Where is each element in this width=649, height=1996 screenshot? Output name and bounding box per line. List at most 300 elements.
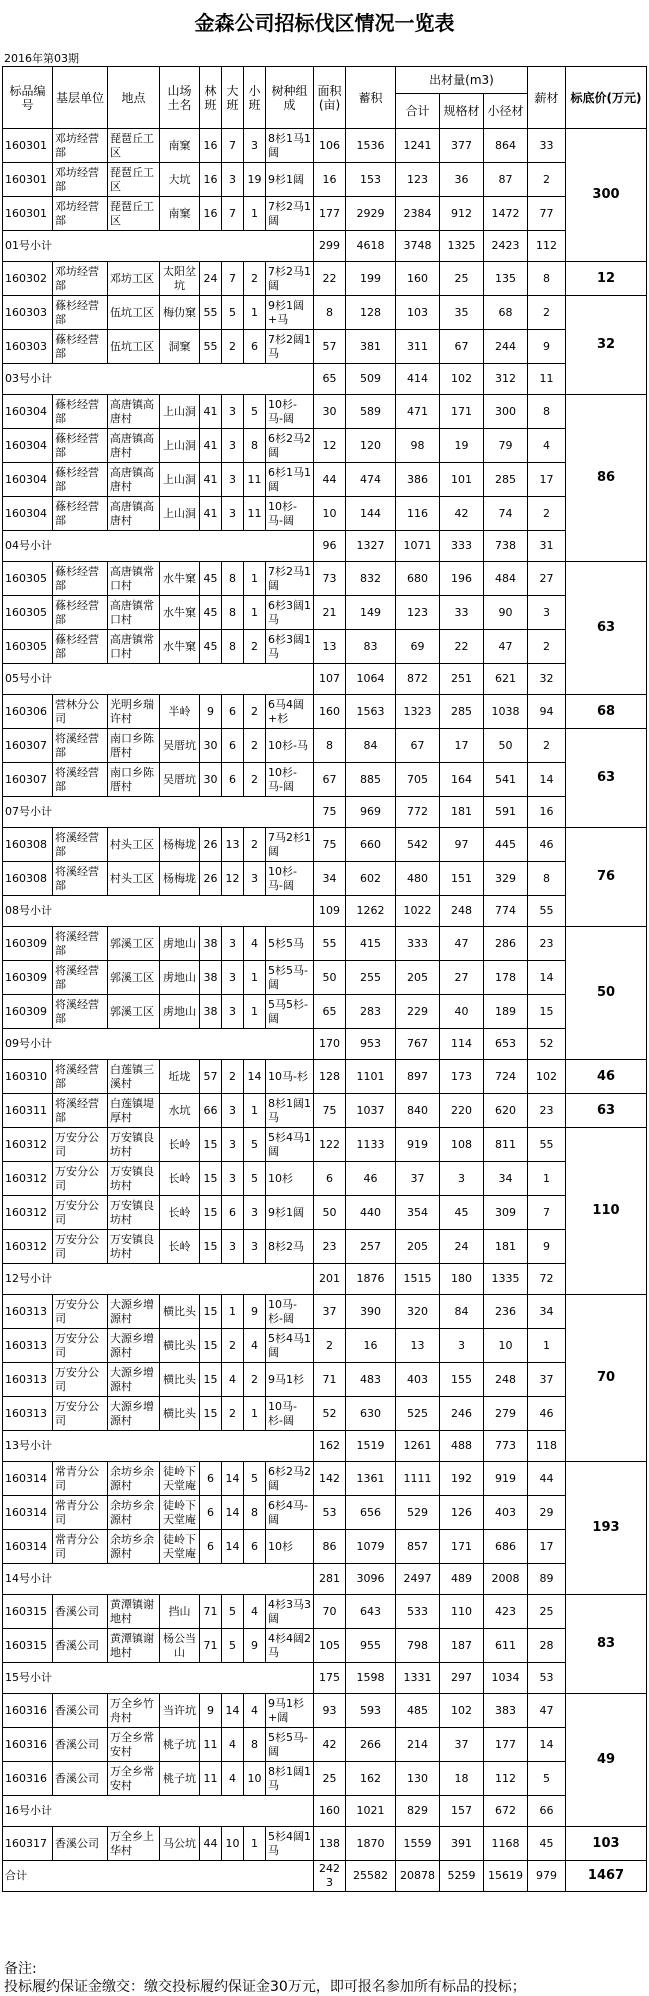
table-row — [3, 596, 647, 630]
cell: 55 — [528, 896, 566, 927]
reserve-price-cell: 68 — [566, 695, 647, 729]
cell: 65 — [314, 364, 346, 395]
subtotal-row — [3, 896, 647, 927]
cell: 虏地山 — [160, 995, 200, 1029]
cell: 14 — [222, 1462, 244, 1496]
cell: 919 — [484, 1462, 528, 1496]
cell: 13 — [314, 630, 346, 664]
cell: 96 — [314, 531, 346, 562]
cell: 10 — [244, 1762, 266, 1796]
col-header-fire: 薪材 — [528, 67, 566, 129]
cell: 香溪公司 — [53, 1694, 108, 1728]
cell: 琵琶丘工区 — [108, 163, 160, 197]
cell: 01号小计 — [3, 231, 314, 262]
cell: 3 — [222, 961, 244, 995]
subtotal-row — [3, 364, 647, 395]
cell: 798 — [396, 1629, 440, 1663]
cell: 68 — [484, 296, 528, 330]
cell: 160305 — [3, 630, 53, 664]
cell: 214 — [396, 1728, 440, 1762]
subtotal-row — [3, 1861, 647, 1892]
cell: 1262 — [346, 896, 396, 927]
cell: 162 — [346, 1762, 396, 1796]
cell: 840 — [396, 1094, 440, 1128]
col-header-total: 合计 — [396, 94, 440, 129]
cell: 126 — [440, 1496, 484, 1530]
cell: 297 — [440, 1663, 484, 1694]
cell: 27 — [528, 562, 566, 596]
cell: 160312 — [3, 1128, 53, 1162]
reserve-price-cell: 63 — [566, 1094, 647, 1128]
cell: 高唐镇常口村 — [108, 596, 160, 630]
cell: 20878 — [396, 1861, 440, 1892]
cell: 2497 — [396, 1564, 440, 1595]
notes — [4, 1960, 526, 1996]
cell: 5杉4马1阔 — [266, 1128, 314, 1162]
table-row — [3, 862, 647, 896]
cell: 10杉 — [266, 1530, 314, 1564]
cell: 6 — [200, 1462, 222, 1496]
reserve-price-cell: 86 — [566, 395, 647, 562]
table-row — [3, 330, 647, 364]
table-row — [3, 763, 647, 797]
cell: 白莲镇三溪村 — [108, 1060, 160, 1094]
cell: 8 — [314, 729, 346, 763]
cell: 118 — [528, 1431, 566, 1462]
cell: 90 — [484, 596, 528, 630]
cell: 108 — [440, 1128, 484, 1162]
cell: 123 — [396, 163, 440, 197]
cell: 高唐镇常口村 — [108, 630, 160, 664]
cell: 1325 — [440, 231, 484, 262]
cell: 万安分公司 — [53, 1329, 108, 1363]
cell: 13 — [222, 828, 244, 862]
cell: 160314 — [3, 1462, 53, 1496]
cell: 160307 — [3, 763, 53, 797]
cell: 969 — [346, 797, 396, 828]
table-row — [3, 630, 647, 664]
cell: 42 — [314, 1728, 346, 1762]
cell: 98 — [396, 429, 440, 463]
subtotal-row — [3, 664, 647, 695]
cell: 4 — [528, 429, 566, 463]
cell: 3 — [244, 129, 266, 163]
cell: 160301 — [3, 129, 53, 163]
cell: 洞窠 — [160, 330, 200, 364]
cell: 390 — [346, 1295, 396, 1329]
cell: 5杉5马 — [266, 927, 314, 961]
subtotal-row — [3, 1796, 647, 1827]
cell: 3096 — [346, 1564, 396, 1595]
cell: 3 — [222, 429, 244, 463]
cell: 483 — [346, 1363, 396, 1397]
cell: 34 — [484, 1162, 528, 1196]
cell: 192 — [440, 1462, 484, 1496]
cell: 19 — [440, 429, 484, 463]
cell: 181 — [440, 797, 484, 828]
table-row — [3, 296, 647, 330]
cell: 虏地山 — [160, 961, 200, 995]
cell: 光明乡瑞许村 — [108, 695, 160, 729]
cell: 160309 — [3, 995, 53, 1029]
notes-label: 备注: — [4, 1961, 37, 1977]
cell: 24 — [440, 1230, 484, 1264]
cell: 7 — [222, 262, 244, 296]
cell: 郭溪工区 — [108, 927, 160, 961]
cell: 将溪经营部 — [53, 1060, 108, 1094]
table-row — [3, 695, 647, 729]
cell: 6 — [244, 1530, 266, 1564]
cell: 吴厝坑 — [160, 729, 200, 763]
cell: 11 — [244, 463, 266, 497]
cell: 郭溪工区 — [108, 961, 160, 995]
col-header-place: 地点 — [108, 67, 160, 129]
cell: 3 — [244, 1230, 266, 1264]
cell: 120 — [346, 429, 396, 463]
cell: 1 — [244, 1397, 266, 1431]
cell: 281 — [314, 1564, 346, 1595]
subtotal-row — [3, 1264, 647, 1295]
cell: 5杉5马-阔 — [266, 1728, 314, 1762]
cell: 6 — [200, 1496, 222, 1530]
cell: 205 — [396, 961, 440, 995]
cell: 107 — [314, 664, 346, 695]
cell: 386 — [396, 463, 440, 497]
cell: 705 — [396, 763, 440, 797]
cell: 22 — [440, 630, 484, 664]
cell: 将溪经营部 — [53, 729, 108, 763]
cell: 130 — [396, 1762, 440, 1796]
cell: 160316 — [3, 1694, 53, 1728]
cell: 1331 — [396, 1663, 440, 1694]
cell: 3 — [440, 1162, 484, 1196]
table-row — [3, 463, 647, 497]
cell: 73 — [314, 562, 346, 596]
cell: 102 — [528, 1060, 566, 1094]
cell: 将溪经营部 — [53, 995, 108, 1029]
cell: 773 — [484, 1431, 528, 1462]
cell: 354 — [396, 1196, 440, 1230]
cell: 37 — [314, 1295, 346, 1329]
cell: 高唐镇高唐村 — [108, 395, 160, 429]
cell: 香溪公司 — [53, 1629, 108, 1663]
cell: 邓坊经营部 — [53, 163, 108, 197]
page-title: 金森公司招标伐区情况一览表 — [194, 11, 455, 35]
cell: 160313 — [3, 1363, 53, 1397]
cell: 660 — [346, 828, 396, 862]
cell: 长岭 — [160, 1162, 200, 1196]
cell: 15 — [200, 1196, 222, 1230]
cell: 484 — [484, 562, 528, 596]
reserve-price-cell: 49 — [566, 1694, 647, 1827]
cell: 6 — [244, 330, 266, 364]
cell: 万安分公司 — [53, 1230, 108, 1264]
cell: 营林分公司 — [53, 695, 108, 729]
cell: 6杉4马-阔 — [266, 1496, 314, 1530]
cell: 589 — [346, 395, 396, 429]
cell: 15619 — [484, 1861, 528, 1892]
cell: 6 — [200, 1530, 222, 1564]
cell: 2 — [244, 1363, 266, 1397]
cell: 4 — [244, 1595, 266, 1629]
cell: 8 — [244, 1496, 266, 1530]
cell: 10 — [314, 497, 346, 531]
table-header — [3, 67, 647, 129]
table-row — [3, 1094, 647, 1128]
cell: 175 — [314, 1663, 346, 1694]
cell: 3748 — [396, 231, 440, 262]
cell: 1870 — [346, 1827, 396, 1861]
cell: 5马5杉-阔 — [266, 995, 314, 1029]
col-header-area: 面积(亩) — [314, 67, 346, 129]
cell: 29 — [528, 1496, 566, 1530]
reserve-price-cell: 110 — [566, 1128, 647, 1295]
cell: 199 — [346, 262, 396, 296]
cell: 415 — [346, 927, 396, 961]
cell: 38 — [200, 961, 222, 995]
cell: 12 — [222, 862, 244, 896]
cell: 67 — [396, 729, 440, 763]
table-row — [3, 1329, 647, 1363]
cell: 299 — [314, 231, 346, 262]
cell: 135 — [484, 262, 528, 296]
cell: 12号小计 — [3, 1264, 314, 1295]
table-row — [3, 1363, 647, 1397]
cell: 47 — [440, 927, 484, 961]
cell: 10杉 — [266, 1162, 314, 1196]
cell: 08号小计 — [3, 896, 314, 927]
cell: 285 — [484, 463, 528, 497]
table-row — [3, 1060, 647, 1094]
cell: 3 — [244, 1196, 266, 1230]
cell: 53 — [528, 1663, 566, 1694]
cell: 5 — [222, 296, 244, 330]
table-row — [3, 927, 647, 961]
cell: 36 — [440, 163, 484, 197]
cell: 160308 — [3, 828, 53, 862]
cell: 122 — [314, 1128, 346, 1162]
table-row — [3, 1762, 647, 1796]
cell: 8 — [222, 596, 244, 630]
cell: 水牛窠 — [160, 562, 200, 596]
cell: 41 — [200, 429, 222, 463]
cell: 16 — [346, 1329, 396, 1363]
table-row — [3, 961, 647, 995]
subtotal-row — [3, 531, 647, 562]
cell: 2 — [528, 163, 566, 197]
cell: 35 — [440, 296, 484, 330]
cell: 28 — [528, 1629, 566, 1663]
cell: 180 — [440, 1264, 484, 1295]
cell: 5 — [222, 1629, 244, 1663]
cell: 10马-杉-阔 — [266, 1295, 314, 1329]
cell: 1 — [222, 1295, 244, 1329]
cell: 大源乡增源村 — [108, 1397, 160, 1431]
table-row — [3, 1530, 647, 1564]
cell: 常青分公司 — [53, 1496, 108, 1530]
cell: 1261 — [396, 1431, 440, 1462]
cell: 万安分公司 — [53, 1162, 108, 1196]
cell: 1335 — [484, 1264, 528, 1295]
cell: 3 — [222, 1094, 244, 1128]
cell: 471 — [396, 395, 440, 429]
cell: 10杉-马-阔 — [266, 497, 314, 531]
cell: 9 — [200, 1694, 222, 1728]
cell: 15 — [528, 995, 566, 1029]
cell: 67 — [314, 763, 346, 797]
cell: 16 — [200, 129, 222, 163]
table-body — [3, 129, 647, 1892]
cell: 71 — [314, 1363, 346, 1397]
cell: 梅仂窠 — [160, 296, 200, 330]
cell: 2 — [222, 1397, 244, 1431]
cell: 05号小计 — [3, 664, 314, 695]
cell: 2929 — [346, 197, 396, 231]
cell: 643 — [346, 1595, 396, 1629]
cell: 153 — [346, 163, 396, 197]
cell: 4 — [222, 1728, 244, 1762]
cell: 6 — [222, 729, 244, 763]
cell: 611 — [484, 1629, 528, 1663]
cell: 485 — [396, 1694, 440, 1728]
table-row — [3, 395, 647, 429]
cell: 653 — [484, 1029, 528, 1060]
cell: 31 — [528, 531, 566, 562]
cell: 55 — [528, 1128, 566, 1162]
cell: 201 — [314, 1264, 346, 1295]
cell: 46 — [528, 1397, 566, 1431]
cell: 680 — [396, 562, 440, 596]
cell: 979 — [528, 1861, 566, 1892]
cell: 1037 — [346, 1094, 396, 1128]
cell: 蓧杉经营部 — [53, 497, 108, 531]
cell: 160304 — [3, 429, 53, 463]
cell: 上山洞 — [160, 463, 200, 497]
cell: 2 — [244, 695, 266, 729]
cell: 591 — [484, 797, 528, 828]
cell: 45 — [200, 562, 222, 596]
cell: 3 — [222, 463, 244, 497]
table-row — [3, 729, 647, 763]
cell: 9马1杉 — [266, 1363, 314, 1397]
cell: 将溪经营部 — [53, 1094, 108, 1128]
cell: 320 — [396, 1295, 440, 1329]
cell: 160311 — [3, 1094, 53, 1128]
cell: 255 — [346, 961, 396, 995]
cell: 16 — [200, 197, 222, 231]
cell: 57 — [200, 1060, 222, 1094]
cell: 46 — [346, 1162, 396, 1196]
cell: 77 — [528, 197, 566, 231]
cell: 2384 — [396, 197, 440, 231]
cell: 66 — [528, 1796, 566, 1827]
cell: 将溪经营部 — [53, 927, 108, 961]
cell: 水坑 — [160, 1094, 200, 1128]
cell: 2 — [244, 262, 266, 296]
reserve-price-cell: 32 — [566, 296, 647, 395]
cell: 864 — [484, 129, 528, 163]
cell: 1 — [244, 596, 266, 630]
cell: 220 — [440, 1094, 484, 1128]
cell: 621 — [484, 664, 528, 695]
cell: 44 — [314, 463, 346, 497]
cell: 大源乡增源村 — [108, 1329, 160, 1363]
cell: 3 — [440, 1329, 484, 1363]
table-row — [3, 1728, 647, 1762]
notes-deposit: 投标履约保证金缴交：缴交投标履约保证金30万元，即可报名参加所有标品的投标； — [4, 1979, 526, 1995]
cell: 22 — [314, 262, 346, 296]
cell: 1563 — [346, 695, 396, 729]
subtotal-row — [3, 1029, 647, 1060]
cell: 蓧杉经营部 — [53, 330, 108, 364]
cell: 300 — [484, 395, 528, 429]
cell: 4 — [222, 1363, 244, 1397]
cell: 徒岭下天堂庵 — [160, 1462, 200, 1496]
table-row — [3, 1128, 647, 1162]
cell: 44 — [200, 1827, 222, 1861]
reserve-price-cell: 103 — [566, 1827, 647, 1861]
cell: 25 — [314, 1762, 346, 1796]
table-row — [3, 1397, 647, 1431]
col-header-price: 标底价(万元) — [566, 67, 647, 129]
cell: 2 — [528, 630, 566, 664]
cell: 村头工区 — [108, 862, 160, 896]
cell: 万安分公司 — [53, 1295, 108, 1329]
table-row — [3, 1230, 647, 1264]
cell: 75 — [314, 1094, 346, 1128]
cell: 3 — [244, 862, 266, 896]
cell: 173 — [440, 1060, 484, 1094]
cell: 5杉4阔1马 — [266, 1827, 314, 1861]
cell: 1 — [244, 562, 266, 596]
cell: 489 — [440, 1564, 484, 1595]
cell: 23 — [528, 1094, 566, 1128]
cell: 7 — [222, 129, 244, 163]
cell: 万全乡常安村 — [108, 1728, 160, 1762]
cell: 5杉4马1阔 — [266, 1329, 314, 1363]
cell: 南口乡陈厝村 — [108, 729, 160, 763]
cell: 128 — [346, 296, 396, 330]
table-row — [3, 1629, 647, 1663]
cell: 196 — [440, 562, 484, 596]
cell: 南口乡陈厝村 — [108, 763, 160, 797]
col-header-unit: 基层单位 — [53, 67, 108, 129]
cell: 144 — [346, 497, 396, 531]
cell: 香溪公司 — [53, 1595, 108, 1629]
cell: 189 — [484, 995, 528, 1029]
cell: 伍坑工区 — [108, 330, 160, 364]
table-row — [3, 497, 647, 531]
cell: 水牛窠 — [160, 630, 200, 664]
cell: 142 — [314, 1462, 346, 1496]
cell: 1064 — [346, 664, 396, 695]
cell: 40 — [440, 995, 484, 1029]
cell: 上山洞 — [160, 497, 200, 531]
cell: 246 — [440, 1397, 484, 1431]
cell: 高唐镇常口村 — [108, 562, 160, 596]
cell: 吴厝坑 — [160, 763, 200, 797]
cell: 6 — [222, 763, 244, 797]
cell: 2 — [222, 1329, 244, 1363]
table-row — [3, 429, 647, 463]
cell: 万安分公司 — [53, 1128, 108, 1162]
cell: 286 — [484, 927, 528, 961]
cell: 41 — [200, 497, 222, 531]
cell: 381 — [346, 330, 396, 364]
cell: 长岭 — [160, 1230, 200, 1264]
cell: 285 — [440, 695, 484, 729]
cell: 6杉3阔1马 — [266, 596, 314, 630]
